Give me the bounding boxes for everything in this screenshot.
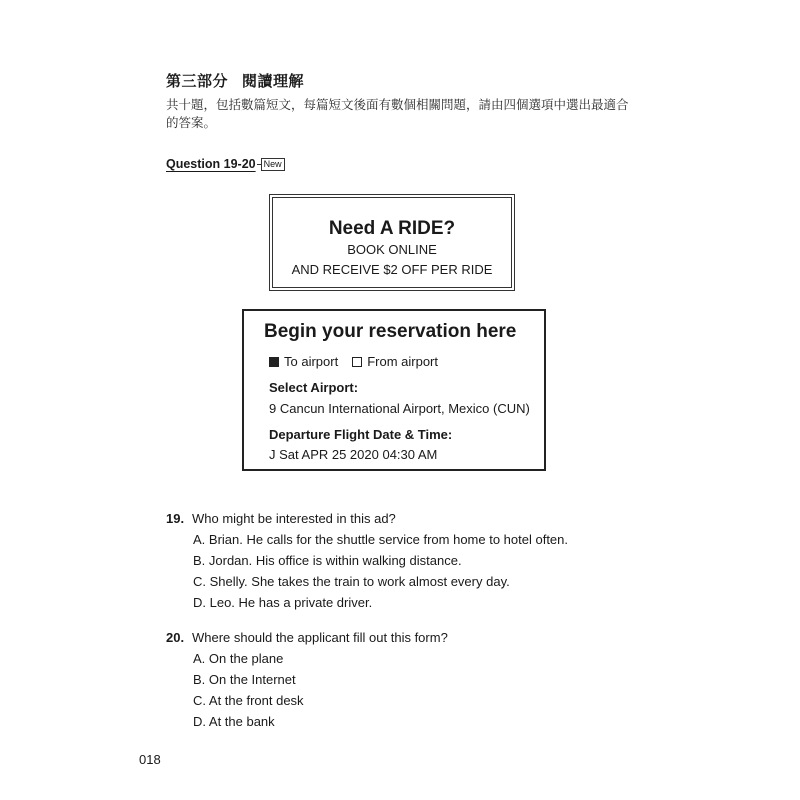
- ad-box-inner: [272, 197, 512, 288]
- section-title: [166, 70, 304, 91]
- section-part: 第三部分: [166, 72, 229, 90]
- section-title-text: 閱讀理解: [242, 72, 305, 90]
- section-instructions: 共十題，包括數篇短文，每篇短文後面有數個相關問題，請由四個選項中選出最適合的答案。: [166, 97, 629, 130]
- q19-option-a: A. Brian. He calls for the shuttle service from home to hotel often.: [193, 532, 569, 547]
- from-airport-checkbox: [352, 357, 362, 367]
- airport-value: 9 Cancun International Airport, Mexico (CUN): [269, 401, 530, 416]
- question-heading: [166, 157, 285, 171]
- departure-label: Departure Flight Date & Time:: [269, 427, 453, 442]
- question-text: Where should the applicant fill out this form?: [192, 630, 448, 645]
- question-19: [166, 511, 396, 526]
- from-airport-label: From airport: [367, 354, 438, 369]
- q20-option-b: B. On the Internet: [193, 672, 296, 687]
- to-airport-label: To airport: [284, 354, 339, 369]
- ad-line-1: BOOK ONLINE: [347, 242, 437, 257]
- ad-headline: Need A RIDE?: [328, 218, 456, 239]
- reservation-form: [242, 309, 546, 471]
- q20-option-d: D. At the bank: [193, 714, 275, 729]
- q19-option-c: C. Shelly. She takes the train to work almost every day.: [193, 574, 510, 589]
- question-text: Who might be interested in this ad?: [192, 511, 396, 526]
- q19-option-d: D. Leo. He has a private driver.: [193, 595, 373, 610]
- form-title: Begin your reservation here: [264, 321, 517, 342]
- question-number: 19.: [166, 511, 185, 526]
- page-number: 018: [139, 752, 161, 767]
- question-number: 20.: [166, 630, 185, 645]
- departure-value: J Sat APR 25 2020 04:30 AM: [269, 447, 438, 462]
- q20-option-a: A. On the plane: [193, 651, 284, 666]
- to-airport-checkbox: [269, 357, 279, 367]
- direction-options: [269, 354, 438, 369]
- question-20: [166, 630, 448, 645]
- question-range-label: Question 19-20: [166, 157, 256, 171]
- airport-label: Select Airport:: [269, 380, 359, 395]
- ad-line-2: AND RECEIVE $2 OFF PER RIDE: [291, 262, 493, 277]
- new-tag: New: [261, 158, 285, 171]
- ad-box: [269, 194, 515, 291]
- q20-option-c: C. At the front desk: [193, 693, 304, 708]
- q19-option-b: B. Jordan. His office is within walking distance.: [193, 553, 462, 568]
